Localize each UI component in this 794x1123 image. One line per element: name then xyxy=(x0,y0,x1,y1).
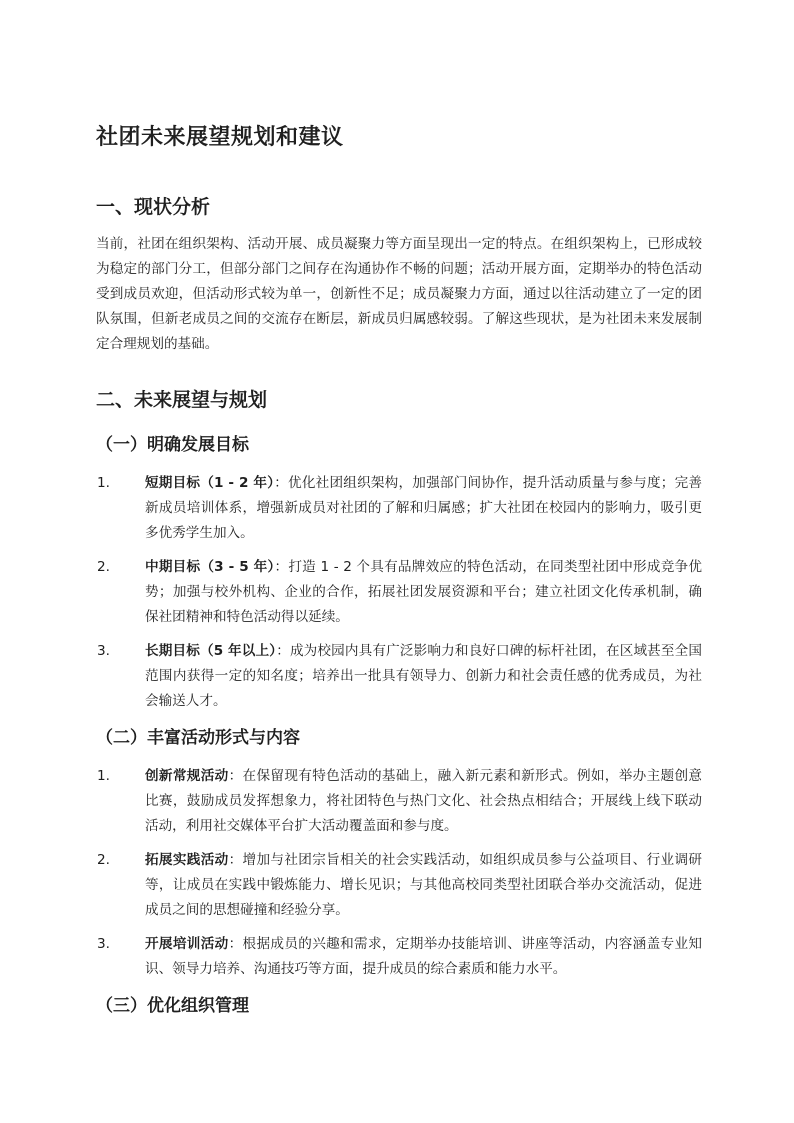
list-item-number: 3. xyxy=(97,936,110,952)
subsection-heading-organization: （三）优化组织管理 xyxy=(96,996,249,1016)
section-heading-future-outlook: 二、未来展望与规划 xyxy=(96,389,268,411)
list-item xyxy=(96,639,702,714)
list-item xyxy=(96,932,702,982)
list-item-text: ：在保留现有特色活动的基础上，融入新元素和新形式。例如，举办主题创意比赛，鼓励成员发挥想象力，将社团特色与热门文化、社会热点相结合；开展线上线下联动活动，利用社交媒体平台扩大活动覆盖面和参与度。 xyxy=(145,768,703,834)
list-item-title: 创新常规活动 xyxy=(145,768,229,784)
subsection-heading-activities: （二）丰富活动形式与内容 xyxy=(96,728,300,748)
list-item-title: 短期目标（1 - 2 年） xyxy=(145,475,275,491)
document-title: 社团未来展望规划和建议 xyxy=(96,125,344,150)
document-page xyxy=(96,118,702,1032)
list-item-title: 拓展实践活动 xyxy=(145,852,229,868)
list-item-number: 2. xyxy=(97,852,110,868)
subsection-heading-goals: （一）明确发展目标 xyxy=(96,435,249,455)
list-item-number: 1. xyxy=(97,768,110,784)
activities-list xyxy=(96,764,702,982)
status-analysis-paragraph: 当前，社团在组织架构、活动开展、成员凝聚力等方面呈现出一定的特点。在组织架构上，已形成较为稳定的部门分工，但部分部门之间存在沟通协作不畅的问题；活动开展方面，定期举办的特色活动受到成员欢迎，但活动形式较为单一，创新性不足；成员凝聚力方面，通过以往活动建立了一定的团队氛围，但新老成员之间的交流存在断层，新成员归属感较弱。了解这些现状，是为社团未来发展制定合理规划的基础。 xyxy=(96,236,702,352)
list-item xyxy=(96,848,702,923)
list-item-text: ：优化社团组织架构，加强部门间协作，提升活动质量与参与度；完善新成员培训体系，增强新成员对社团的了解和归属感；扩大社团在校园内的影响力，吸引更多优秀学生加入。 xyxy=(145,475,702,541)
list-item-title: 中期目标（3 - 5 年） xyxy=(145,559,275,575)
list-item-number: 2. xyxy=(97,559,110,575)
list-item-title: 开展培训活动 xyxy=(145,936,229,952)
list-item xyxy=(96,764,702,839)
list-item-text: ：打造 1 - 2 个具有品牌效应的特色活动，在同类型社团中形成竞争优势；加强与校外机构、企业的合作，拓展社团发展资源和平台；建立社团文化传承机制，确保社团精神和特色活动得以延续。 xyxy=(145,559,702,625)
list-item xyxy=(96,555,702,630)
list-item-text: ：根据成员的兴趣和需求，定期举办技能培训、讲座等活动，内容涵盖专业知识、领导力培养、沟通技巧等方面，提升成员的综合素质和能力水平。 xyxy=(145,936,703,977)
list-item-number: 1. xyxy=(97,475,110,491)
list-item xyxy=(96,471,702,546)
list-item-text: ：增加与社团宗旨相关的社会实践活动，如组织成员参与公益项目、行业调研等，让成员在实践中锻炼能力、增长见识；与其他高校同类型社团联合举办交流活动，促进成员之间的思想碰撞和经验分享。 xyxy=(145,852,703,918)
list-item-number: 3. xyxy=(97,643,110,659)
goals-list xyxy=(96,471,702,714)
list-item-title: 长期目标（5 年以上） xyxy=(145,643,277,659)
section-heading-status-analysis: 一、现状分析 xyxy=(96,196,211,218)
list-item-text: ：成为校园内具有广泛影响力和良好口碑的标杆社团，在区域甚至全国范围内获得一定的知名度；培养出一批具有领导力、创新力和社会责任感的优秀成员，为社会输送人才。 xyxy=(145,643,703,709)
